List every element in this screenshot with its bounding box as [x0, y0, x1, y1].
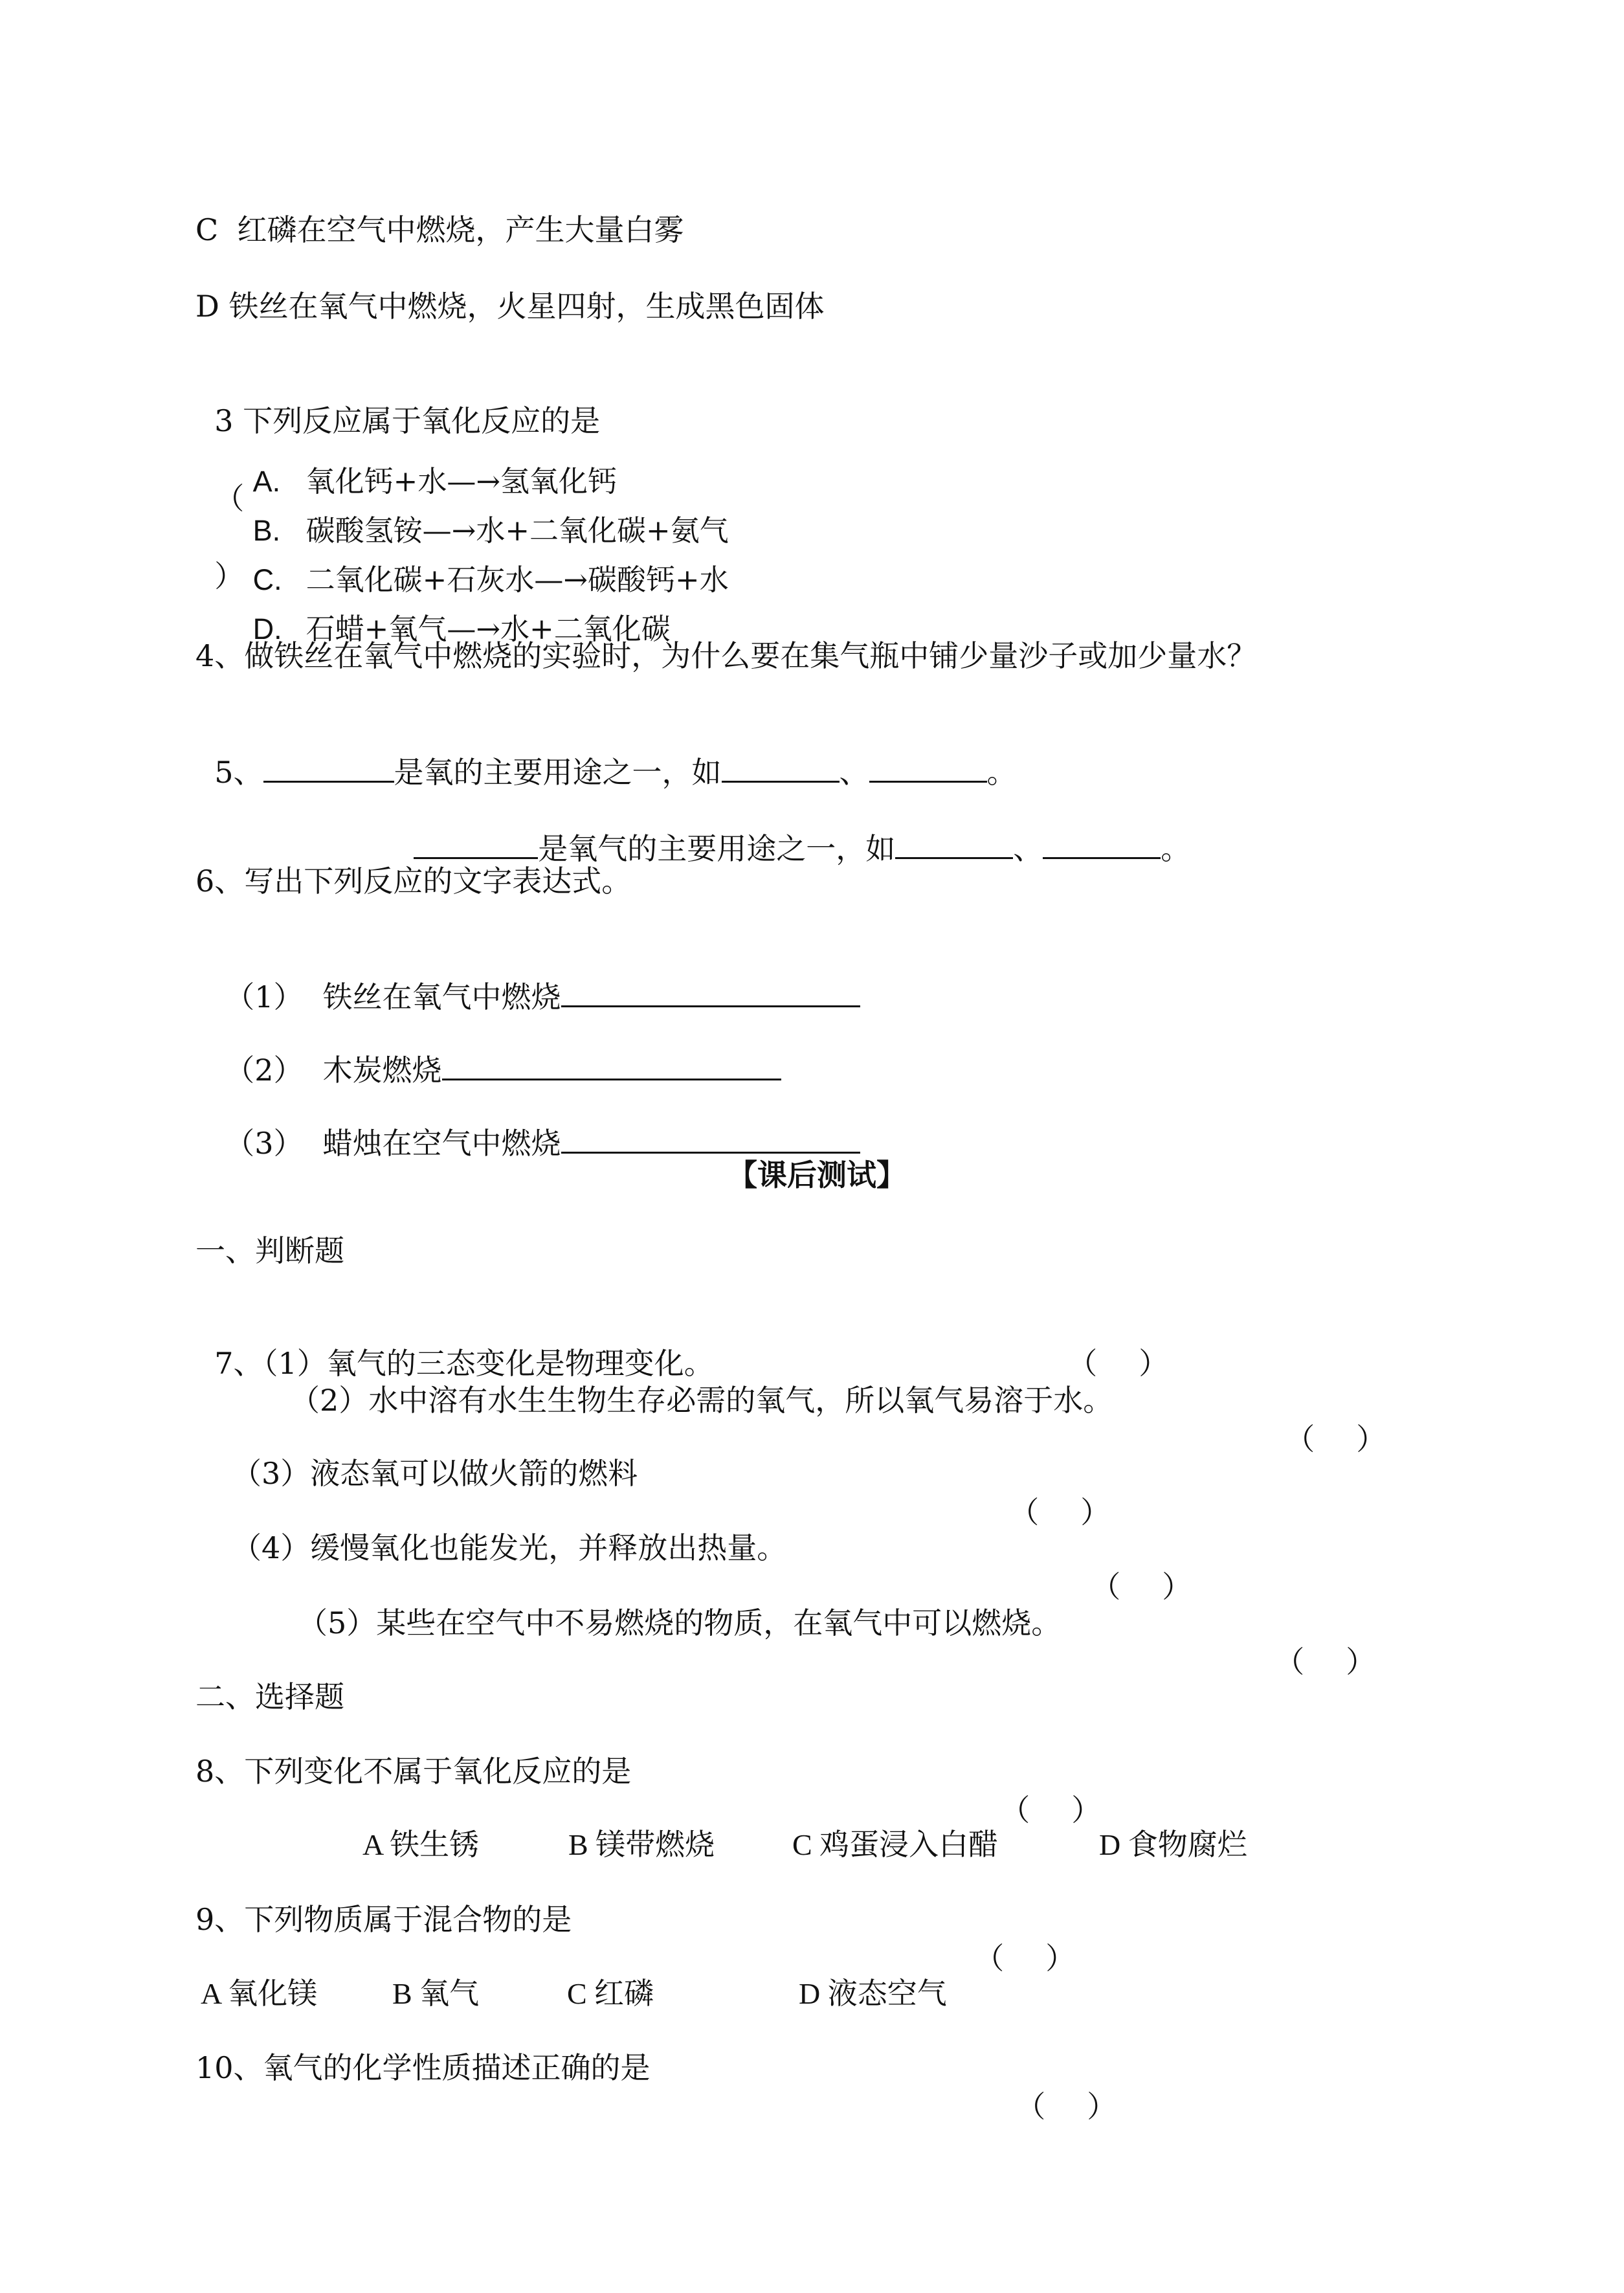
q7-item-5-paren-left: （ [1274, 1644, 1305, 1679]
q3-paren-right: ） [214, 559, 245, 594]
q8-option-a: A 铁生锈 [362, 1828, 480, 1861]
q5-line1-text: 是氧的主要用途之一，如 [394, 755, 722, 790]
q3-option-d-text: 石蜡+氧气—→水+二氧化碳 [306, 612, 671, 646]
q9-paren-left: （ [974, 1941, 1005, 1976]
q7-item-1-text: （1）氧气的三态变化是物理变化。 [263, 1346, 714, 1381]
section-title: 【课后测试】 [728, 1158, 906, 1192]
q9-option-c: C 红磷 [567, 1977, 654, 2010]
q5-blank-2[interactable] [722, 750, 840, 783]
q6-item-3 [206, 1082, 860, 1163]
q5-end-1: 。 [986, 755, 1017, 790]
q9-paren [955, 1900, 1075, 1978]
q6-item-2 [206, 1009, 781, 1090]
q5-blank-6[interactable] [1043, 826, 1161, 859]
q8-option-c: C 鸡蛋浸入白醋 [792, 1828, 999, 1861]
q9-option-d: D 液态空气 [799, 1977, 947, 2010]
q9-stem: 9、下列物质属于混合物的是 [195, 1902, 572, 1937]
q8-stem: 8、下列变化不属于氧化反应的是 [195, 1754, 632, 1789]
q3-option-b-text: 碳酸氢铵—→水+二氧化碳+氨气 [306, 513, 729, 548]
q7-item-2-paren-right: ） [1356, 1422, 1386, 1457]
q6-item-1-blank[interactable] [561, 974, 860, 1007]
q10-paren-left: （ [1016, 2089, 1046, 2124]
q3-option-c-marker: C. [252, 563, 282, 596]
q3-option-b-marker: B. [252, 514, 281, 547]
q7-item-4-paren-right: ） [1162, 1569, 1192, 1604]
q7-item-5: （5）某些在空气中不易燃烧的物质，在氧气中可以燃烧。 [298, 1605, 1062, 1640]
q7-item-3-paren [990, 1454, 1110, 1532]
q6-item-3-text: 蜡烛在空气中燃烧 [322, 1126, 561, 1161]
q7-item-4: （4）缓慢氧化也能发光，并释放出热量。 [232, 1530, 787, 1565]
q7-item-1 [195, 1305, 714, 1383]
q3-option-c-text: 二氧化碳+石灰水—→碳酸钙+水 [306, 563, 729, 597]
part2-heading: 二、选择题 [195, 1679, 344, 1714]
q5-blank-5[interactable] [895, 826, 1013, 859]
q7-item-2-paren [1266, 1381, 1386, 1459]
q5-blank-4[interactable] [414, 826, 538, 859]
q7-item-3: （3）液态氧可以做火箭的燃料 [232, 1456, 638, 1491]
q8-paren [981, 1752, 1101, 1829]
q3-paren-left: （ [214, 481, 245, 516]
q8-option-b: B 镁带燃烧 [568, 1828, 715, 1861]
q6-item-3-num: （3） [225, 1126, 304, 1161]
q6-stem: 6、写出下列反应的文字表达式。 [195, 864, 632, 899]
q7-item-5-paren [1256, 1604, 1375, 1681]
q5-sep-2: 、 [1013, 831, 1043, 866]
q6-item-1-text: 铁丝在氧气中燃烧 [322, 979, 561, 1014]
q7-item-1-paren [1049, 1305, 1168, 1383]
q7-item-3-paren-left: （ [1009, 1495, 1040, 1530]
q7-item-5-paren-right: ） [1346, 1644, 1376, 1679]
q3-option-a-marker: A. [252, 465, 281, 498]
q5-line1 [195, 711, 1017, 792]
q10-stem: 10、氧气的化学性质描述正确的是 [195, 2050, 651, 2085]
q9-option-a: A 氧化镁 [201, 1977, 318, 2010]
q7-item-4-paren [1072, 1528, 1192, 1606]
q3-option-a-text: 氧化钙+水—→氢氧化钙 [306, 464, 617, 498]
q6-item-3-blank[interactable] [561, 1121, 860, 1154]
q7-item-2-paren-left: （ [1285, 1422, 1315, 1457]
q6-item-1 [206, 935, 860, 1016]
q5-end-2: 。 [1161, 831, 1191, 866]
q6-item-2-blank[interactable] [442, 1047, 781, 1080]
q10-paren-right: ） [1087, 2089, 1117, 2124]
q6-item-2-text: 木炭燃烧 [322, 1053, 442, 1088]
q7-item-2: （2）水中溶有水生生物生存必需的氧气，所以氧气易溶于水。 [290, 1383, 1113, 1418]
q4-text: 4、做铁丝在氧气中燃烧的实验时，为什么要在集气瓶中铺少量沙子或加少量水？ [195, 638, 1257, 673]
q2-option-d: D 铁丝在氧气中燃烧，火星四射，生成黑色固体 [195, 289, 825, 324]
q7-item-3-paren-right: ） [1080, 1495, 1111, 1530]
q5-sep-1: 、 [839, 755, 869, 790]
q6-item-1-num: （1） [225, 979, 304, 1014]
q5-line2-text: 是氧气的主要用途之一，如 [538, 831, 896, 866]
part1-heading: 一、判断题 [195, 1233, 344, 1268]
q5-line2 [395, 787, 1190, 868]
q3-stem-text: 3 下列反应属于氧化反应的是 [214, 403, 601, 438]
q8-paren-right: ） [1071, 1793, 1102, 1828]
q7-item-1-paren-right: ） [1139, 1346, 1169, 1381]
q5-number: 5、 [214, 755, 263, 790]
q9-paren-right: ） [1045, 1941, 1076, 1976]
q8-option-d: D 食物腐烂 [1099, 1828, 1247, 1861]
q9-option-b: B 氧气 [392, 1977, 480, 2010]
q2-option-c: C 红磷在空气中燃烧，产生大量白雾 [195, 212, 684, 247]
q8-paren-left: （ [1000, 1793, 1030, 1828]
q3-option-d-marker: D. [252, 612, 282, 645]
q7-item-4-paren-left: （ [1091, 1569, 1121, 1604]
q7-number: 7、 [214, 1346, 263, 1381]
q5-blank-1[interactable] [263, 750, 394, 783]
q5-blank-3[interactable] [869, 750, 987, 783]
q6-item-2-num: （2） [225, 1053, 304, 1088]
q10-paren [997, 2048, 1117, 2126]
q7-item-1-paren-left: （ [1067, 1346, 1098, 1381]
